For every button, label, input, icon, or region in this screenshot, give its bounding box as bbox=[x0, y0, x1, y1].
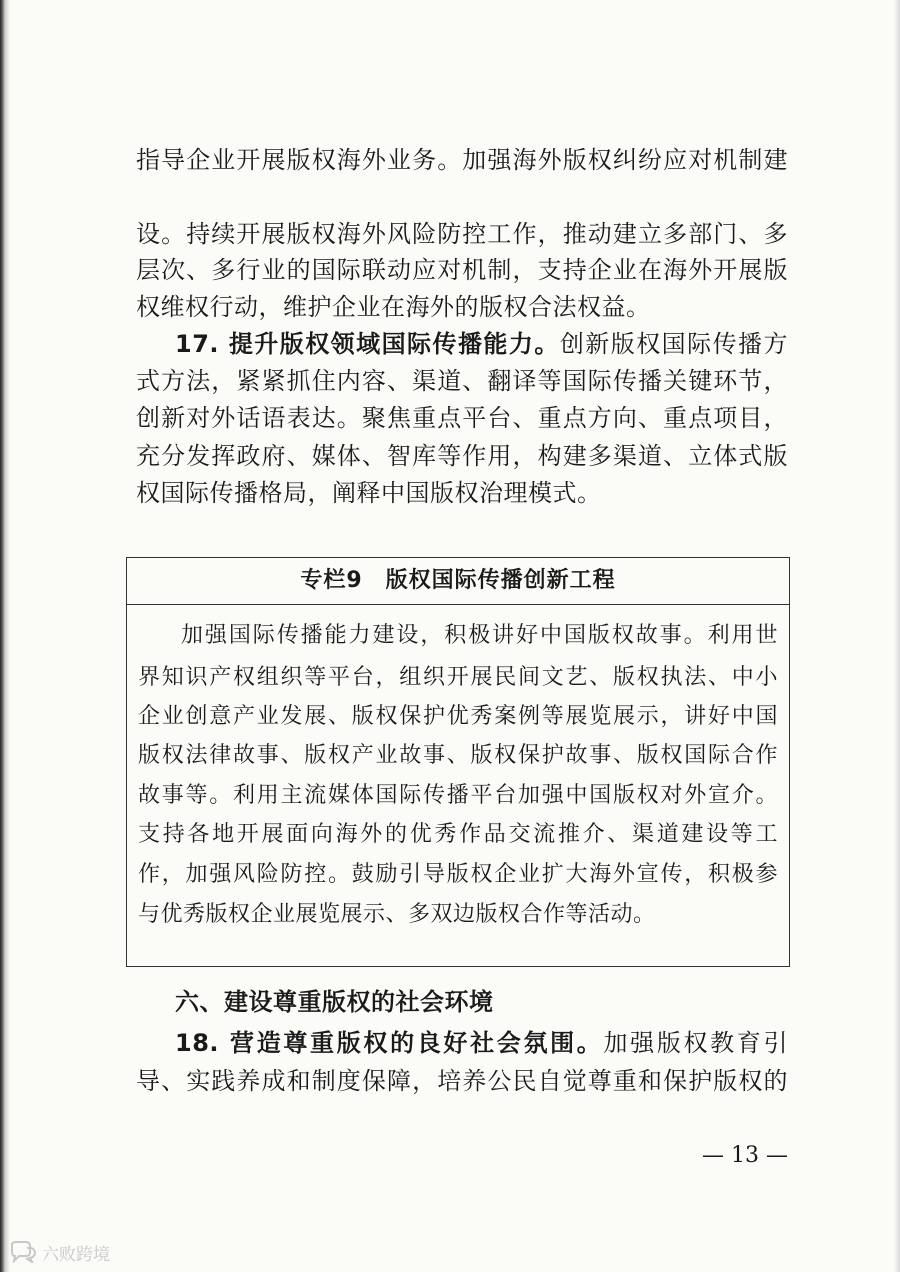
paragraph-line: 充分发挥政府、媒体、智库等作用，构建多渠道、立体式版 bbox=[136, 442, 788, 470]
paragraph-line: 设。持续开展版权海外风险防控工作，推动建立多部门、多 bbox=[136, 220, 788, 248]
item-18-first-line-rest: 加强版权教育引 bbox=[603, 1029, 789, 1057]
paragraph-line: 权国际传播格局，阐释中国版权治理模式。 bbox=[136, 479, 602, 507]
column-box-title: 专栏9 版权国际传播创新工程 bbox=[300, 568, 616, 593]
paragraph-line: 创新对外话语表达。聚焦重点平台、重点方向、重点项目， bbox=[136, 404, 788, 432]
paragraph-line: 层次、多行业的国际联动应对机制，支持企业在海外开展版 bbox=[136, 256, 788, 284]
scan-edge-left bbox=[0, 0, 10, 1272]
column-box-title-row bbox=[127, 558, 789, 605]
page-number: — 13 — bbox=[702, 1143, 788, 1168]
paragraph-line: 式方法，紧紧抓住内容、渠道、翻译等国际传播关键环节， bbox=[136, 367, 788, 395]
box-line: 版权法律故事、版权产业故事、版权保护故事、版权国际合作 bbox=[138, 743, 778, 768]
box-line: 企业创意产业发展、版权保护优秀案例等展览展示，讲好中国 bbox=[138, 704, 778, 729]
item-18-heading: 18. 营造尊重版权的良好社会氛围。 bbox=[175, 1029, 604, 1057]
paragraph-line: 导、实践养成和制度保障，培养公民自觉尊重和保护版权的 bbox=[136, 1067, 788, 1095]
box-line: 故事等。利用主流媒体国际传播平台加强中国版权对外宣介。 bbox=[138, 783, 778, 808]
box-line: 作，加强风险防控。鼓励引导版权企业扩大海外宣传，积极参 bbox=[138, 862, 778, 887]
section-6-heading: 六、建设尊重版权的社会环境 bbox=[175, 988, 494, 1016]
box-line: 与优秀版权企业展览展示、多双边版权合作等活动。 bbox=[138, 902, 656, 927]
scan-edge-right bbox=[894, 0, 900, 1272]
item-17-first-line-rest: 创新版权国际传播方 bbox=[559, 330, 789, 358]
watermark-text: 六败跨境 bbox=[42, 1244, 110, 1265]
box-line: 界知识产权组织等平台，组织开展民间文艺、版权执法、中小 bbox=[138, 665, 778, 690]
paragraph-line: 权维权行动，维护企业在海外的版权合法权益。 bbox=[136, 293, 651, 321]
box-line: 支持各地开展面向海外的优秀作品交流推介、渠道建设等工 bbox=[138, 822, 778, 847]
item-17-heading: 17. 提升版权领域国际传播能力。 bbox=[175, 330, 560, 358]
box-line: 加强国际传播能力建设，积极讲好中国版权故事。利用世 bbox=[181, 623, 778, 648]
paragraph-line: 指导企业开展版权海外业务。加强海外版权纠纷应对机制建 bbox=[136, 146, 788, 174]
item-17-first-line bbox=[175, 329, 788, 359]
speech-bubble-logo-icon bbox=[8, 1241, 38, 1263]
item-18-first-line bbox=[175, 1028, 788, 1058]
watermark bbox=[8, 1238, 110, 1266]
